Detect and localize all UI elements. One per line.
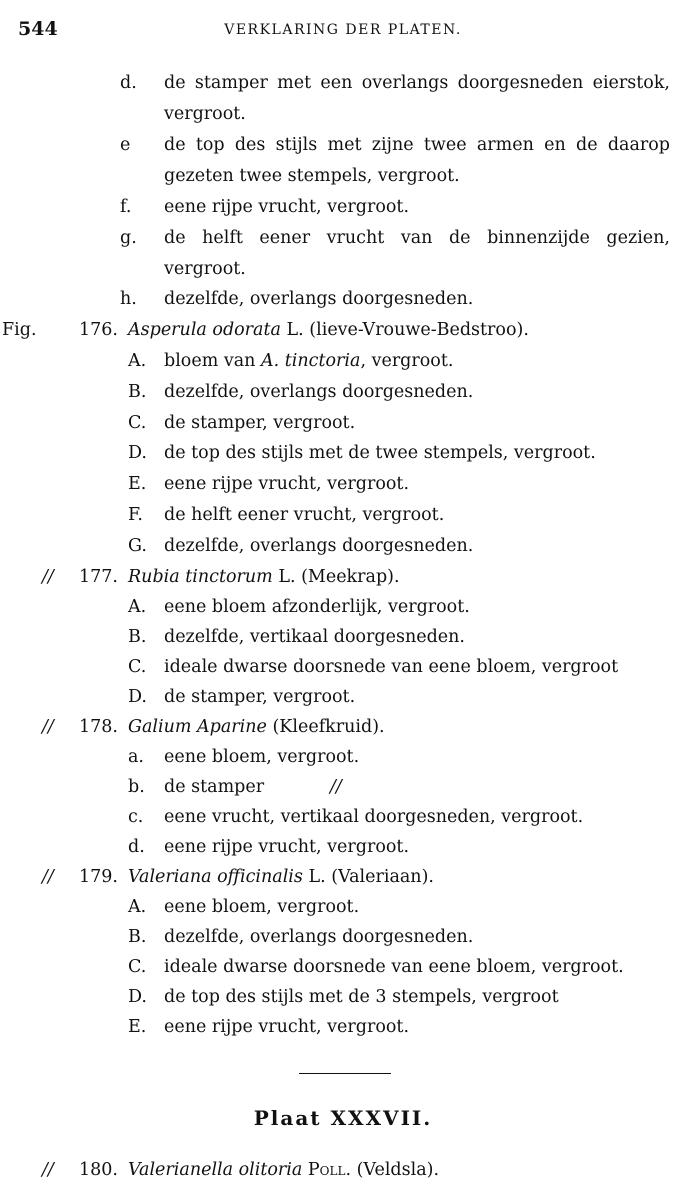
list-item: c. eene vrucht, vertikaal doorgesneden, vergroot.: [128, 807, 584, 827]
list-item: vergroot.: [164, 259, 246, 279]
list-item: C. ideale dwarse doorsnede van eene bloem, vergroot: [128, 657, 619, 677]
figure-heading: Fig. 176. Asperula odorata L. (lieve-Vrouwe-Bedstroo).: [2, 320, 529, 340]
plate-title: Plaat XXXVII.: [253, 1106, 433, 1130]
figure-heading: // 178. Galium Aparine (Kleefkruid).: [42, 717, 385, 737]
list-item: C. de stamper, vergroot.: [128, 413, 356, 433]
list-item: A. bloem van A. tinctoria, vergroot.: [128, 351, 454, 371]
page-header: [14, 18, 672, 44]
running-title: VERKLARING DER PLATEN.: [224, 22, 462, 38]
ditto-mark: //: [330, 777, 342, 797]
list-item: b. de stamper //: [0, 772, 686, 802]
list-item: d. de stamper met een overlangs doorgesneden eierstok,: [120, 73, 670, 93]
list-item: E. eene rijpe vrucht, vergroot.: [128, 474, 410, 494]
list-item: A. eene bloem, vergroot.: [128, 897, 360, 917]
section-divider: [299, 1073, 391, 1074]
figure-heading: // 180. Valerianella olitoria Poll. (Veldsla).: [42, 1160, 440, 1180]
species-name: Galium Aparine: [128, 717, 267, 737]
species-name: Valeriana officinalis: [128, 867, 303, 887]
list-item: B. dezelfde, vertikaal doorgesneden.: [128, 627, 465, 647]
species-name: Asperula odorata: [128, 320, 281, 340]
figure-heading: // 177. Rubia tinctorum L. (Meekrap).: [42, 567, 400, 587]
list-item: e de top des stijls met zijne twee armen en de daarop: [120, 135, 670, 155]
species-name: Rubia tinctorum: [128, 567, 273, 587]
list-item: g. de helft eener vrucht van de binnenzijde gezien,: [120, 228, 670, 248]
list-item: gezeten twee stempels, vergroot.: [164, 166, 460, 186]
list-item: B. dezelfde, overlangs doorgesneden.: [128, 927, 474, 947]
list-item: B. dezelfde, overlangs doorgesneden.: [128, 382, 474, 402]
species-name: Valerianella olitoria: [128, 1160, 303, 1180]
figure-heading: // 179. Valeriana officinalis L. (Valeriaan).: [42, 867, 434, 887]
list-item: d. eene rijpe vrucht, vergroot.: [128, 837, 410, 857]
list-item: G. dezelfde, overlangs doorgesneden.: [128, 536, 474, 556]
list-item: f. eene rijpe vrucht, vergroot.: [120, 197, 410, 217]
list-item: E. eene rijpe vrucht, vergroot.: [128, 1017, 410, 1037]
list-item: D. de top des stijls met de twee stempels, vergroot.: [128, 443, 596, 463]
list-item: vergroot.: [164, 104, 246, 124]
list-item: a. eene bloem, vergroot.: [128, 747, 360, 767]
list-item: D. de stamper, vergroot.: [128, 687, 356, 707]
list-item: A. eene bloem afzonderlijk, vergroot.: [128, 597, 470, 617]
list-item: D. de top des stijls met de 3 stempels, vergroot: [128, 987, 559, 1007]
list-item: F. de helft eener vrucht, vergroot.: [128, 505, 445, 525]
list-item: C. ideale dwarse doorsnede van eene bloem, vergroot.: [128, 957, 624, 977]
page-number: 544: [18, 18, 58, 40]
list-item: h. dezelfde, overlangs doorgesneden.: [120, 289, 474, 309]
